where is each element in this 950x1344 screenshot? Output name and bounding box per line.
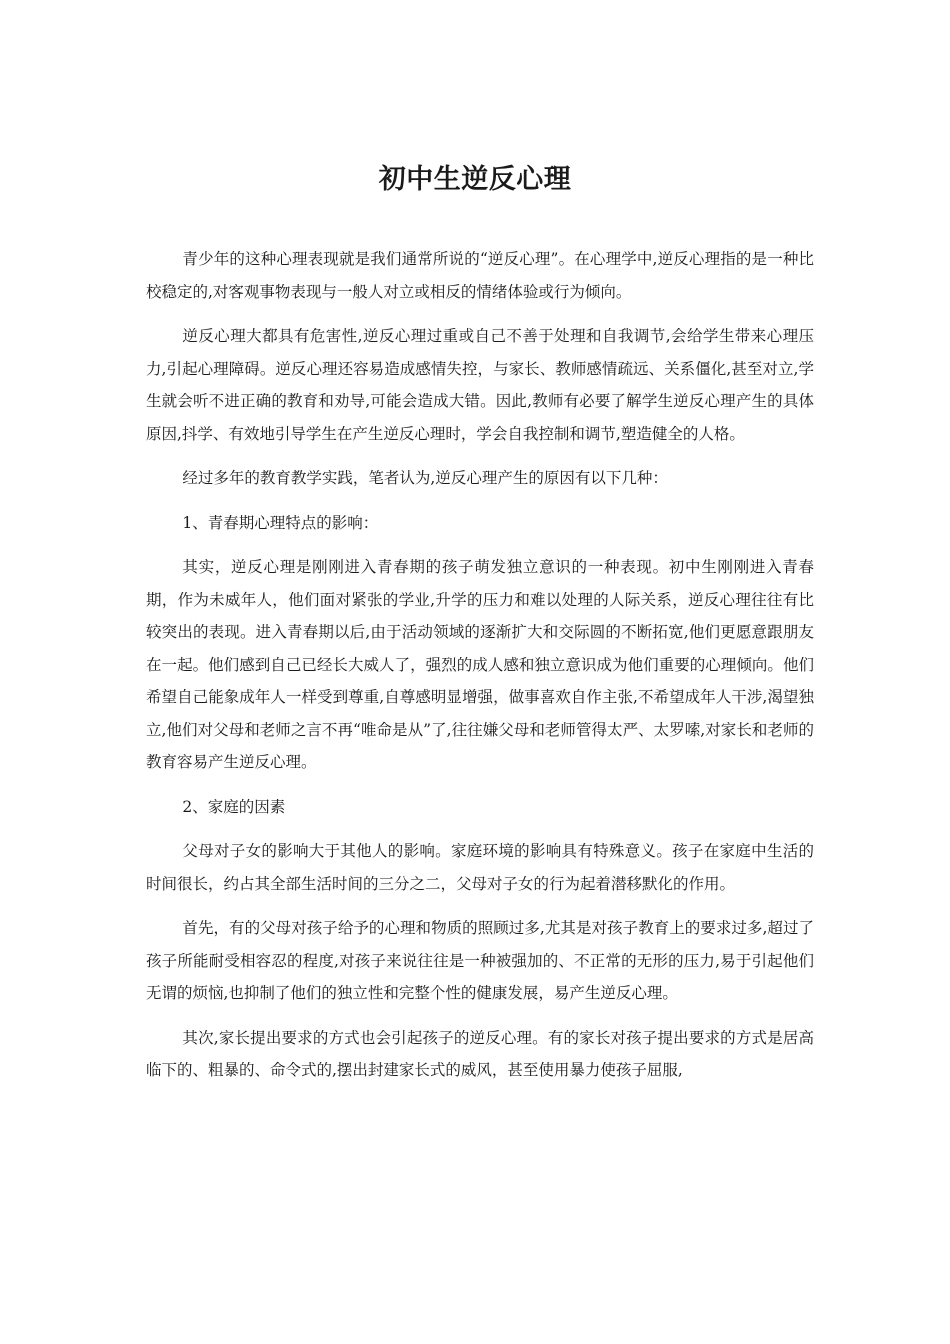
paragraph-4: 其实，逆反心理是刚刚进入青春期的孩子萌发独立意识的一种表现。初中生刚刚进入青春期，作为未威年人，他们面对紧张的学业,升学的压力和难以处理的人际关系，逆反心理往往有比较突出的表现。进入青春期以后,由于活动领域的逐渐扩大和交际圆的不断拓宽,他们更愿意跟朋友在一起。他们感到自己已经长大威人了，强烈的成人感和独立意识成为他们重要的心理倾向。他们希望自己能象成年人一样受到尊重,自尊感明显增强，做事喜欢自作主张,不希望成年人干涉,渴望独立,他们对父母和老师之言不再“唯命是从”了,往往嫌父母和老师管得太严、太罗嗦,对家长和老师的教育容易产生逆反心理。 (146, 558, 814, 771)
paragraph-1: 青少年的这种心理表现就是我们通常所说的“逆反心理”。在心理学中,逆反心理指的是一种比校稳定的,对客观事物表现与一般人对立或相反的情绪体验或行为倾向。 (146, 250, 814, 301)
document-title: 初中生逆反心理 (378, 164, 572, 195)
paragraph-3: 经过多年的教育教学实践，笔者认为,逆反心理产生的原因有以下几种： (182, 469, 668, 487)
section-heading-1: 1、青春期心理特点的影响： (182, 513, 379, 532)
paragraph-5: 父母对子女的影响大于其他人的影响。家庭环境的影响具有特殊意义。孩子在家庭中生活的时间很长，约占其全部生活时间的三分之二，父母对子女的行为起着潜移默化的作用。 (146, 842, 814, 893)
paragraph-2: 逆反心理大都具有危害性,逆反心理过重或自己不善于处理和自我调节,会给学生带来心理压力,引起心理障碍。逆反心理还容易造成感情失控，与家长、教师感情疏远、关系僵化,甚至对立,学生就会听不进正确的教育和劝导,可能会造成大错。因此,教师有必要了解学生逆反心理产生的具体原因,抖学、有效地引导学生在产生逆反心理时，学会自我控制和调节,塑造健全的人格。 (146, 327, 814, 443)
section-heading-2: 2、家庭的因素 (182, 797, 286, 816)
document-body (146, 243, 814, 1099)
paragraph-6: 首先，有的父母对孩子给予的心理和物质的照顾过多,尤其是对孩子教育上的要求过多,超过了孩子所能耐受相容忍的程度,对孩子来说往往是一种被强加的、不正常的无形的压力,易于引起他们无谓的烦恼,也抑制了他们的独立性和完整个性的健康发展，易产生逆反心理。 (146, 919, 814, 1002)
paragraph-7: 其次,家长提出要求的方式也会引起孩子的逆反心理。有的家长对孩子提出要求的方式是居高临下的、粗暴的、命令式的,摆出封建家长式的威风，甚至使用暴力使孩子屈服, (146, 1028, 814, 1079)
